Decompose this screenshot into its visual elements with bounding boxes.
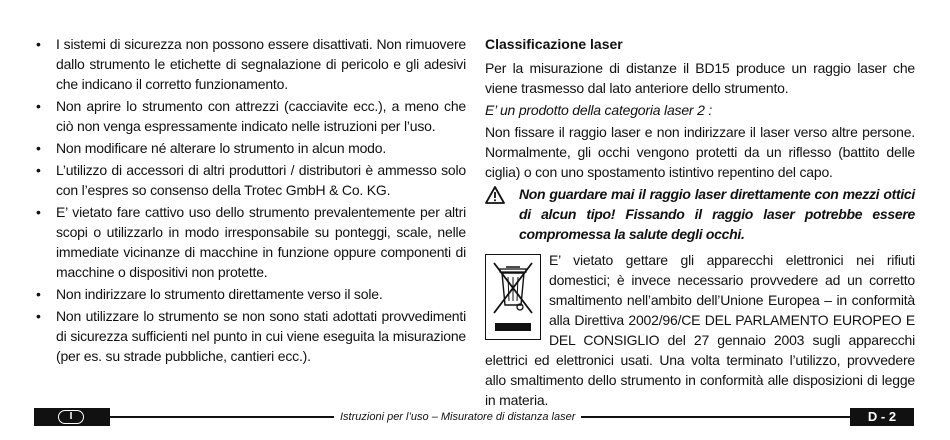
warning-text: Non guardare mai il raggio laser direttamente con mezzi ottici di alcun tipo! Fissando il raggio laser potrebbe essere compromessa la salute degli occhi. — [519, 186, 915, 242]
page-footer — [34, 408, 914, 426]
footer-title: Istruzioni per l’uso – Misuratore di distanza laser — [334, 410, 581, 424]
laser-warning — [485, 184, 915, 244]
laser-intro-text: Per la misurazione di distanze il BD15 produce un raggio laser che viene trasmesso dal lato anteriore dello strumento. — [485, 60, 915, 96]
disposal-text: E’ vietato gettare gli apparecchi elettronici nei rifiuti domestici; è invece necessario provvedere ad un corretto smaltimento nell’ambito dell’Unione Europea – in conformità alla Direttiva 2002/96/CE DEL PARLAMENTO EUROPEO E DEL CONSIGLIO del 27 gennaio 2003 sugli apparecchi elettrici ed elettronici usati. Una volta terminato l’utilizzo, provvedere allo smaltimento dello strumento in conformità alle disposizioni di legge in materia. — [485, 252, 915, 408]
bullet-icon: • — [36, 98, 41, 114]
bullet-icon: • — [36, 140, 41, 156]
crossed-bin-icon — [485, 254, 541, 340]
list-item — [34, 96, 466, 136]
laser-column — [485, 34, 915, 410]
language-badge: I — [58, 410, 84, 424]
safety-column — [34, 34, 466, 368]
laser-category-text: E’ un prodotto della categoria laser 2 : — [485, 102, 713, 118]
bullet-text: I sistemi di sicurezza non possono essere disattivati. Non rimuovere dallo strumento le etichette di segnalazione di pericolo e gli adesivi che indicano il corretto funzionamento. — [56, 36, 466, 92]
page-number: D - 2 — [850, 408, 914, 426]
list-item — [34, 138, 466, 158]
crossed-bin-graphic — [486, 255, 539, 338]
bullet-text: L’utilizzo di accessori di altri produttori / distributori è ammesso solo con l’espres so consenso della Trotec GmbH & Co. KG. — [56, 162, 466, 198]
bullet-icon: • — [36, 36, 41, 52]
list-item — [34, 306, 466, 366]
list-item — [34, 34, 466, 94]
section-heading: Classificazione laser — [485, 36, 623, 52]
list-item — [34, 202, 466, 282]
bullet-text: Non modificare né alterare lo strumento in alcun modo. — [56, 140, 387, 156]
bullet-text: E’ vietato fare cattivo uso dello strumento prevalentemente per altri scopi o utilizzarlo in modo irresponsabile su ponteggi, scale, nelle immediate vicinanze di macchine in funzione oppure componenti di macchine o dispositivi non protette. — [56, 204, 466, 280]
safety-bullet-list — [34, 34, 466, 366]
bullet-text: Non indirizzare lo strumento direttamente verso il sole. — [56, 286, 383, 302]
bullet-icon: • — [36, 204, 41, 220]
list-item — [34, 284, 466, 304]
bullet-text: Non aprire lo strumento con attrezzi (cacciavite ecc.), a meno che ciò non venga espressamente indicato nelle istruzioni per l’uso. — [56, 98, 466, 134]
bullet-icon: • — [36, 286, 41, 302]
warning-triangle-icon — [485, 186, 505, 204]
laser-eye-text: Non fissare il raggio laser e non indirizzare il laser verso altre persone. Normalmente, gli occhi vengono protetti da un riflesso (battito delle ciglia) o con uno spostamento istintivo repentino del capo. — [485, 124, 915, 180]
bullet-text: Non utilizzare lo strumento se non sono stati adottati provvedimenti di sicurezza sufficienti nel punto in cui viene eseguita la misurazione (per es. su strade pubbliche, cantieri ecc.). — [56, 308, 466, 364]
disposal-section — [485, 250, 915, 410]
bullet-icon: • — [36, 308, 41, 324]
bullet-icon: • — [36, 162, 41, 178]
list-item — [34, 160, 466, 200]
